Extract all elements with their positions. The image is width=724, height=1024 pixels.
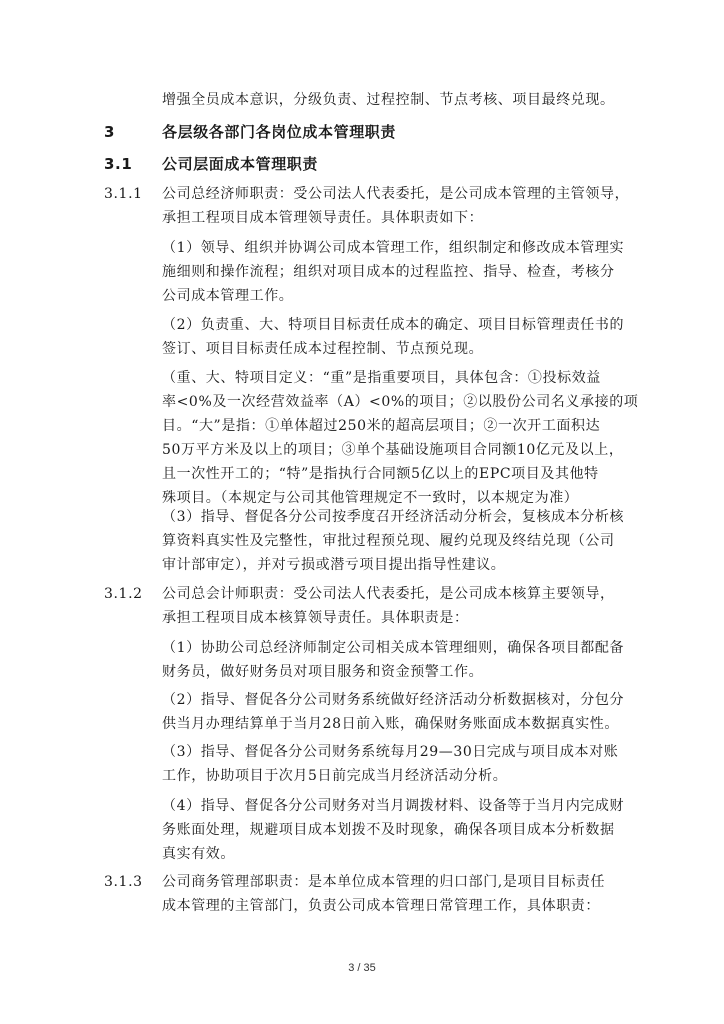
text-line: 公司总经济师职责：受公司法人代表委托，是公司成本管理的主管领导，	[162, 186, 630, 202]
text-line: 殊项目。（本规定与公司其他管理规定不一致时，以本规定为准）	[162, 490, 579, 506]
text-line: 率<0%及一次经营效益率（A）<0%的项目；②以股份公司名义承接的项	[162, 394, 639, 410]
text-line: 公司商务管理部职责：是本单位成本管理的归口部门,是项目目标责任	[162, 874, 606, 890]
text-line: 财务员，做好财务员对项目服务和资金预警工作。	[162, 664, 484, 680]
text-line: 且一次性开工的；“特”是指执行合同额5亿以上的EPC项目及其他特	[162, 466, 599, 482]
text-line: 目。“大”是指：①单体超过250米的超高层项目；②一次开工面积达	[162, 418, 601, 434]
text-line: 供当月办理结算单于当月28日前入账，确保财务账面成本数据真实性。	[162, 716, 620, 732]
text-line: （3）指导、督促各分公司财务系统每月29—30日完成与项目成本对账	[162, 744, 619, 760]
clause-3-1-2-item-3	[162, 740, 618, 788]
text-line: （2）负责重、大、特项目目标责任成本的确定、项目目标管理责任书的	[162, 317, 625, 333]
clause-3-1-2-item-4	[162, 794, 624, 866]
text-line: （1）协助公司总经济师制定公司相关成本管理细则，确保各项目都配备	[162, 640, 625, 656]
clause-number: 3.1.2	[104, 586, 143, 602]
clause-3-1-2-item-1	[162, 636, 624, 684]
text-line: （3）指导、督促各分公司按季度召开经济活动分析会，复核成本分析核	[162, 509, 625, 525]
text-line: 增强全员成本意识，分级负责、过程控制、节点考核、项目最终兑现。	[162, 92, 615, 108]
clause-3-1-1-definition	[162, 366, 638, 510]
text-line: 承担工程项目成本管理领导责任。具体职责如下：	[162, 210, 484, 226]
text-line: 公司成本管理工作。	[162, 288, 294, 304]
clause-3-1-1-item-2	[162, 313, 624, 361]
intro-paragraph	[162, 88, 615, 112]
clause-3-1-1-lead	[162, 182, 629, 230]
subsection-number: 3.1	[104, 155, 133, 173]
section-number: 3	[104, 123, 116, 141]
clause-number: 3.1.1	[104, 186, 143, 202]
text-line: 50万平方米及以上的项目；③单个基础设施项目合同额10亿元及以上，	[162, 442, 624, 458]
text-line: 公司总会计师职责：受公司法人代表委托，是公司成本核算主要领导，	[162, 586, 615, 602]
clause-3-1-1-item-3	[162, 505, 624, 577]
text-line: 务账面处理，规避项目成本划拨不及时现象，确保各项目成本分析数据	[162, 822, 615, 838]
section-title: 各层级各部门各岗位成本管理职责	[162, 123, 397, 141]
text-line: 承担工程项目成本核算领导责任。具体职责是：	[162, 610, 469, 626]
page-number: 3 / 35	[348, 962, 376, 974]
clause-3-1-3-lead	[162, 870, 605, 918]
text-line: 真实有效。	[162, 846, 235, 862]
text-line: 成本管理的主管部门，负责公司成本管理日常管理工作，具体职责：	[162, 898, 600, 914]
clause-3-1-1-item-1	[162, 236, 624, 308]
text-line: 施细则和操作流程；组织对项目成本的过程监控、指导、检查，考核分	[162, 264, 615, 280]
text-line: （重、大、特项目定义：“重”是指重要项目，具体包含：①投标效益	[162, 370, 601, 386]
text-line: （1）领导、组织并协调公司成本管理工作，组织制定和修改成本管理实	[162, 240, 625, 256]
clause-3-1-2-item-2	[162, 688, 624, 736]
text-line: 算资料真实性及完整性，审批过程预兑现、履约兑现及终结兑现（公司	[162, 533, 615, 549]
text-line: 审计部审定），并对亏损或潜亏项目提出指导性建议。	[162, 557, 506, 573]
text-line: 工作，协助项目于次月5日前完成当月经济活动分析。	[162, 768, 508, 784]
text-line: 签订、项目目标责任成本过程控制、节点预兑现。	[162, 341, 484, 357]
text-line: （4）指导、督促各分公司财务对当月调拨材料、设备等于当月内完成财	[162, 798, 625, 814]
subsection-title: 公司层面成本管理职责	[162, 155, 319, 173]
clause-3-1-2-lead	[162, 582, 615, 630]
text-line: （2）指导、督促各分公司财务系统做好经济活动分析数据核对，分包分	[162, 692, 625, 708]
clause-number: 3.1.3	[104, 874, 143, 890]
